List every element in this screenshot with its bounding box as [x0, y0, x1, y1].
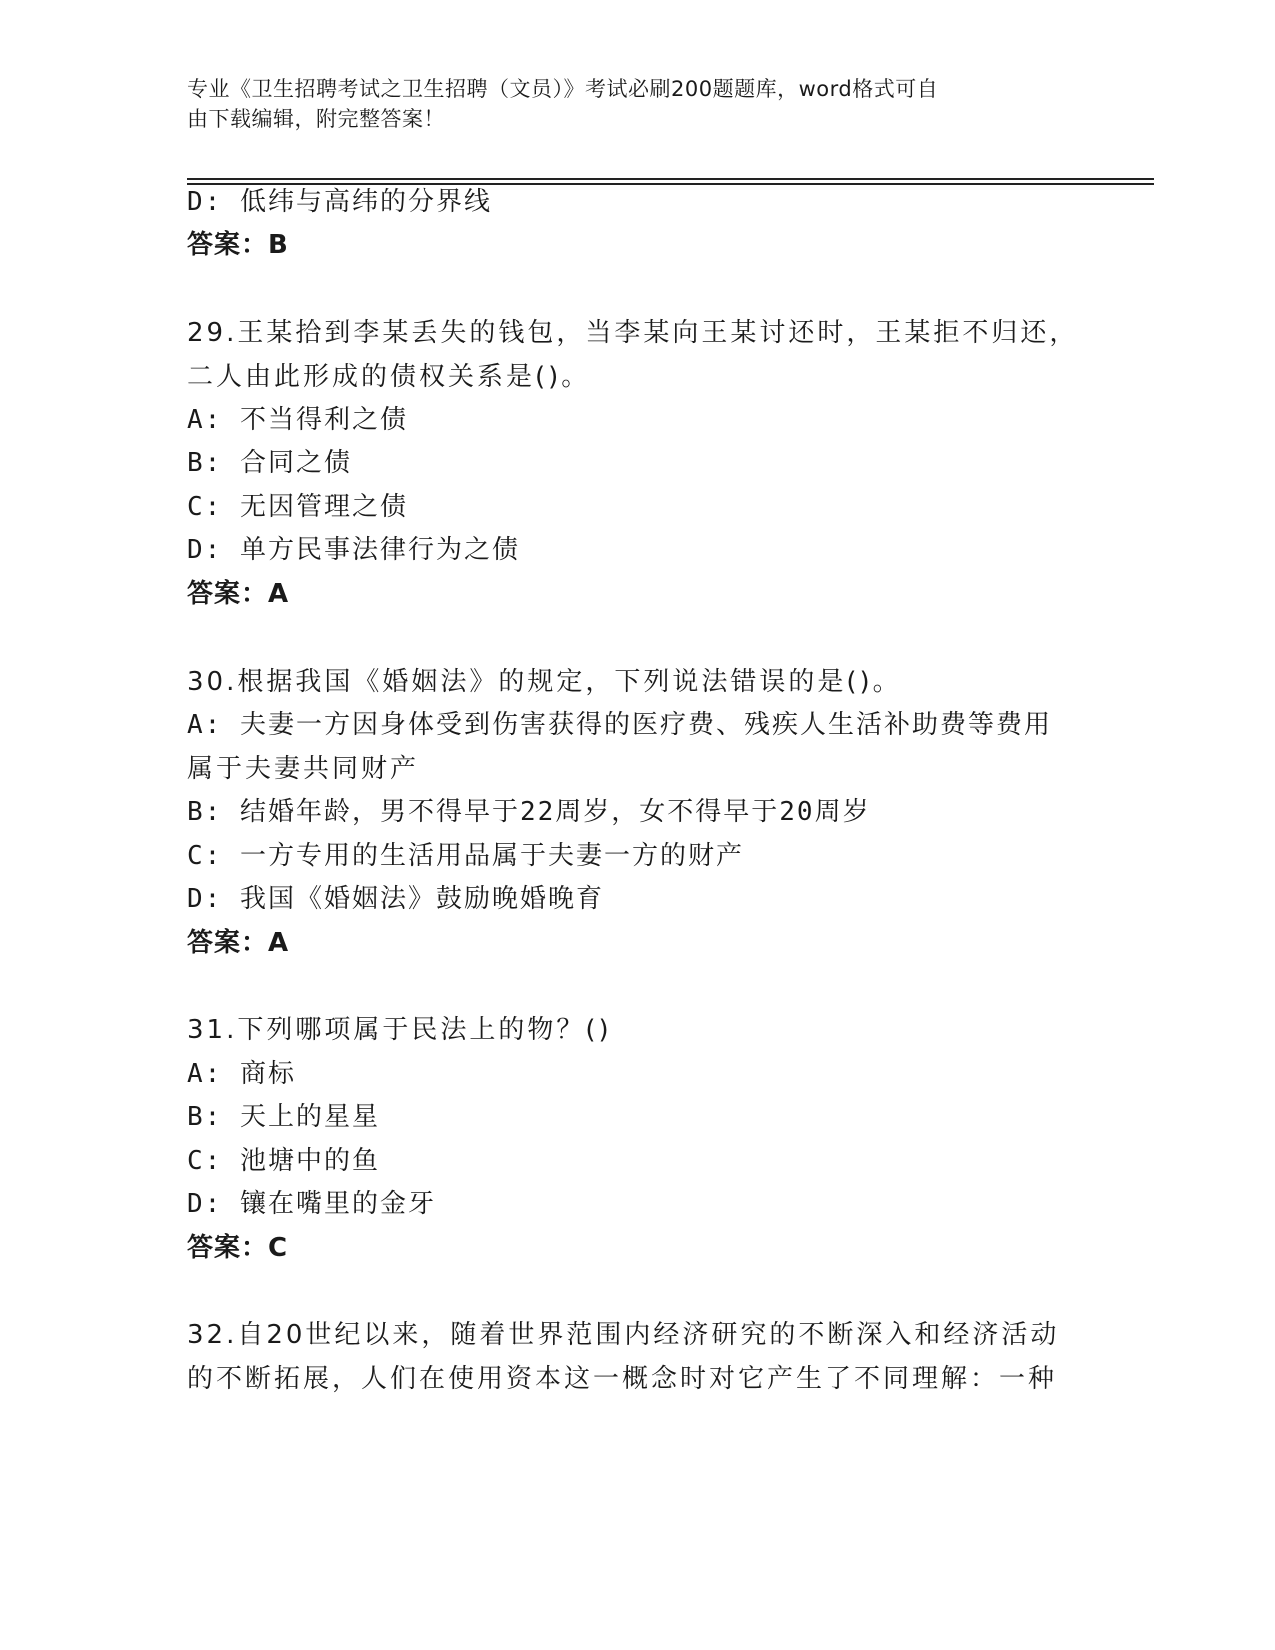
q29-stem-line-1: 29.王某拾到李某丢失的钱包，当李某向王某讨还时，王某拒不归还， — [187, 318, 1079, 348]
q31-option-d: D: 镶在嘴里的金牙 — [187, 1189, 436, 1219]
q30-option-a-line-1: A: 夫妻一方因身体受到伤害获得的医疗费、残疾人生活补助费等费用 — [187, 710, 1052, 740]
header-line-2: 由下载编辑，附完整答案！ — [187, 107, 445, 131]
q29-answer: 答案：A — [187, 579, 290, 609]
q31-stem-line-1: 31.下列哪项属于民法上的物？() — [187, 1015, 612, 1045]
q30-option-a-line-2: 属于夫妻共同财产 — [187, 754, 420, 784]
q29-stem-line-2: 二人由此形成的债权关系是()。 — [187, 362, 591, 392]
q31-option-b: B: 天上的星星 — [187, 1102, 380, 1132]
q30-answer: 答案：A — [187, 928, 290, 958]
q32-stem-line-1: 32.自20世纪以来，随着世界范围内经济研究的不断深入和经济活动 — [187, 1320, 1060, 1350]
q31-option-a: A: 商标 — [187, 1059, 296, 1089]
q30-stem-line-1: 30.根据我国《婚姻法》的规定，下列说法错误的是()。 — [187, 667, 902, 697]
q30-option-d: D: 我国《婚姻法》鼓励晚婚晚育 — [187, 884, 604, 914]
q29-option-c: C: 无因管理之债 — [187, 492, 408, 522]
q29-option-a: A: 不当得利之债 — [187, 405, 408, 435]
q32-stem-line-2: 的不断拓展，人们在使用资本这一概念时对它产生了不同理解：一种 — [187, 1364, 1058, 1394]
header-rule-top — [187, 178, 1154, 180]
q29-option-d: D: 单方民事法律行为之债 — [187, 535, 520, 565]
header-line-1: 专业《卫生招聘考试之卫生招聘（文员）》考试必刷200题题库，word格式可自 — [187, 77, 939, 101]
q29-option-b: B: 合同之债 — [187, 448, 352, 478]
prev-option-d: D: 低纬与高纬的分界线 — [187, 187, 492, 217]
q30-option-c: C: 一方专用的生活用品属于夫妻一方的财产 — [187, 841, 744, 871]
q30-option-b: B: 结婚年龄，男不得早于22周岁，女不得早于20周岁 — [187, 797, 871, 827]
prev-answer: 答案：B — [187, 230, 289, 260]
q31-option-c: C: 池塘中的鱼 — [187, 1146, 380, 1176]
q31-answer: 答案：C — [187, 1233, 289, 1263]
document-header — [187, 74, 1087, 134]
